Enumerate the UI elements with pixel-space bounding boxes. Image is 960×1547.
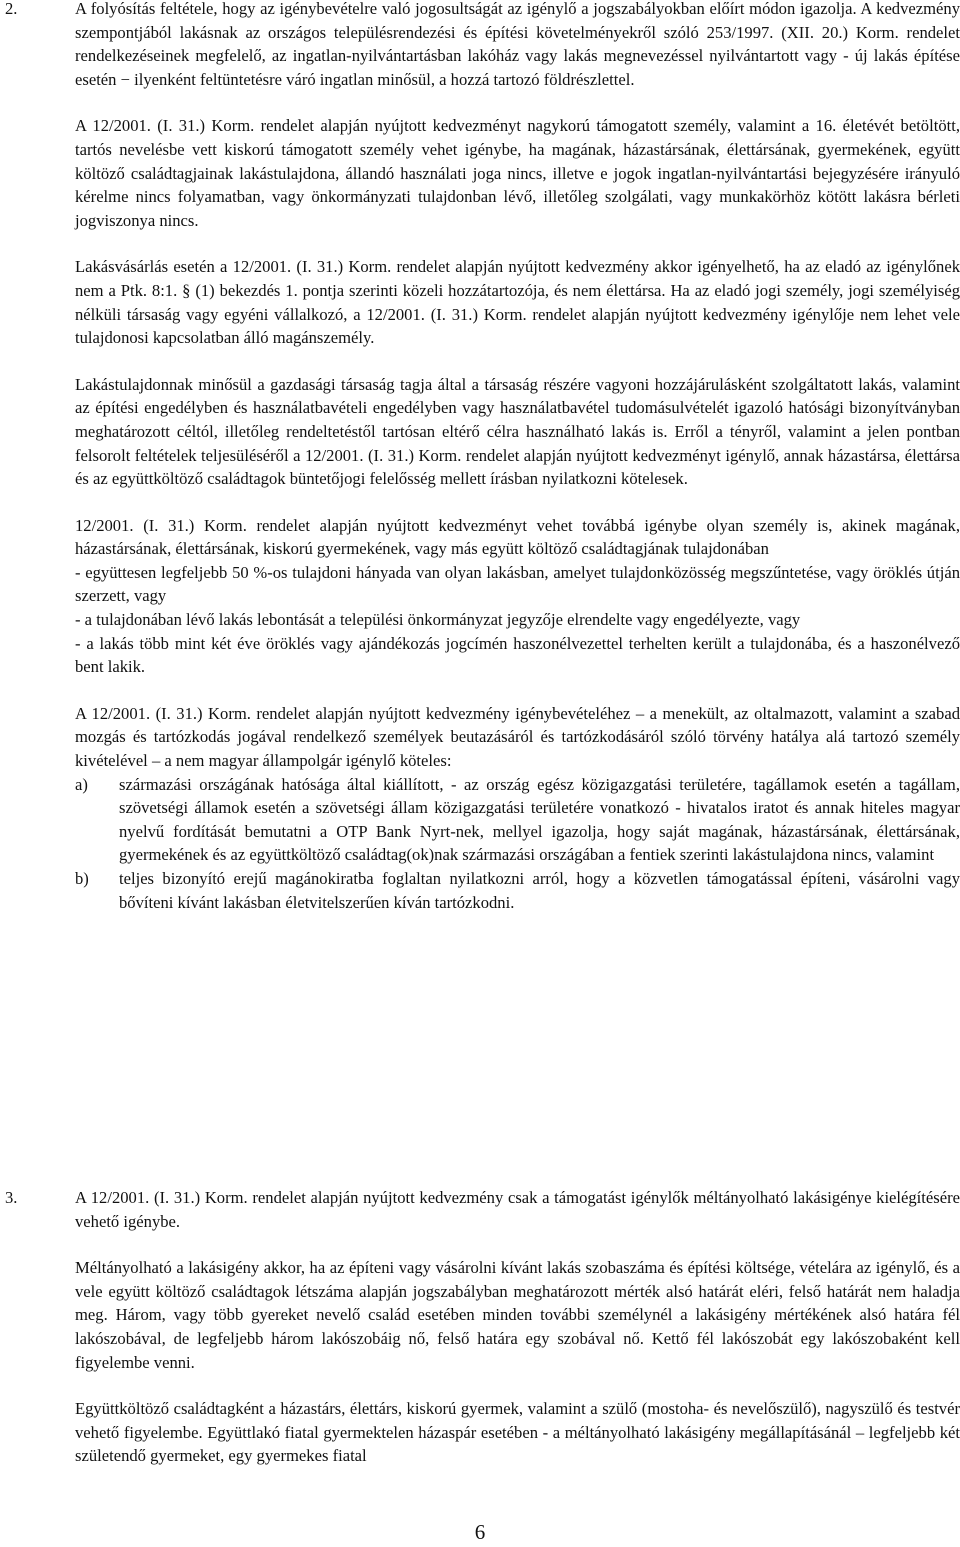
page-number: 6: [474, 1520, 486, 1544]
numbered-item-3: [0, 1186, 960, 1491]
dash-list-item: - a lakás több mint két éve öröklés vagy ajándékozás jogcímén haszonélvezettel terhelten került a tulajdonába, és a haszonélvező bent lakik.: [75, 633, 960, 677]
dash-list-item: - a tulajdonában lévő lakás lebontását a települési önkormányzat jegyzője elrendelte vagy engedélyezte, vagy: [75, 610, 801, 630]
paragraph-line: A 12/2001. (I. 31.) Korm. rendelet alapján nyújtott kedvezmény igénybevételéhez – a menekült, az oltalmazott, valamint a szabad mozgás és tartózkodás jogával rendelkező személyek beutazásáról és tartózkodásáról szóló törvény hatálya alá tartozó személy kivételével – a nem magyar állampolgár igénylő köteles:: [75, 703, 960, 771]
list-label: b): [75, 869, 89, 888]
list-text: teljes bizonyító erejű magánokiratba foglaltan nyilatkozni arról, hogy a közvetlen támogatással építeni, vásárolni vagy bővíteni kívánt lakásban életvitelszerűen kíván tartózkodni.: [119, 869, 960, 912]
paragraph: Lakástulajdonnak minősül a gazdasági társaság tagja által a társaság részére vagyoni hozzájárulásként szolgáltatott lakás, valamint az építési engedélyben és használatbavételi engedélyben vagy használatbavétel tudomásulvételét igazoló hatósági bizonyítványban meghatározott céltól, illetőleg rendeltetéstől tartósan eltérő célra használható lakás is. Erről a tényről, valamint a jelen pontban felsorolt feltételek teljesüléséről a 12/2001. (I. 31.) Korm. rendelet alapján nyújtott kedvezményt igénylő, annak házastársa, élettársa és az együttköltöző családtagok büntetőjogi felelősség mellett írásban nyilatkozni kötelesek.: [75, 374, 960, 489]
dash-list-item: - együttesen legfeljebb 50 %-os tulajdoni hányada van olyan lakásban, amelyet tulajdonközösség megszűntetése, vagy öröklés útján szerzett, vagy: [75, 562, 960, 606]
list-text: származási országának hatósága által kiállított, - az ország egész közigazgatási területére, tagállamok esetén a tagállam, szövetségi államok esetén a szövetségi állam közigazgatási területére vonatkozó - hivatalos iratot és annak hiteles magyar nyelvű fordítását bemutatni a OTP Bank Nyrt-nek, mellyel igazolja, hogy saját magának, házastársának, élettársának, gyermekének és az együttköltöző családtag(ok)nak származási országában a fentiek szerinti lakástulajdona nincs, valamint: [119, 774, 960, 865]
paragraph: A folyósítás feltétele, hogy az igénybevételre való jogosultságát az igénylő a jogszabályokban előírt módon igazolja. A kedvezmény szempontjából lakásnak az országos településrendezési és építési követelményekről szóló 253/1997. (XII. 20.) Korm. rendelet rendelkezéseinek megfelelő, az ingatlan-nyilvántartásban lakóház vagy lakás megnevezéssel nyilvántartott vagy - új lakás építése esetén − ilyenként feltüntetésre váró ingatlan minősül, a hozzá tartozó földrészlettel.: [75, 0, 960, 89]
list-label: a): [75, 774, 88, 794]
paragraph: Méltányolható a lakásigény akkor, ha az építeni vagy vásárolni kívánt lakás szobaszáma és építési költsége, vételára az igénylő, és a vele együtt költöző családtagok létszáma alapján jogszabályban meghatározott mérték alsó határát eléri, felső határát nem haladja meg. Három, vagy több gyereket nevelő család esetében minden további személynél a lakásigény mértékének alsó határa fél lakószobával, de legfeljebb három lakószobáig nő, felső határa egy szobával nő. Kettő fél lakószobát egy lakószobaként kell figyelembe venni.: [75, 1258, 960, 1372]
paragraph: Lakásvásárlás esetén a 12/2001. (I. 31.) Korm. rendelet alapján nyújtott kedvezmény akkor igényelhető, ha az eladó az igénylőnek nem a Ptk. 8:1. § (1) bekezdés 1. pontja szerinti közeli hozzátartozója, és nem élettársa. Ha az eladó jogi személy, jogi személyiség nélküli társaság vagy egyéni vállalkozó, a 12/2001. (I. 31.) Korm. rendelet alapján nyújtott kedvezmény igénylője nem lehet vele tulajdonosi kapcsolatban álló magánszemély.: [75, 257, 960, 348]
item-number: 3.: [5, 1188, 18, 1207]
letter-list-item: [75, 867, 960, 914]
paragraph-with-dash-list: [75, 514, 960, 679]
paragraph: A 12/2001. (I. 31.) Korm. rendelet alapján nyújtott kedvezményt nagykorú támogatott személy, valamint a 16. életévét betöltött, tartós nevelésbe vett kiskorú támogatott személy vehet igénybe, ha magának, házastársának, élettársának, gyermekének, együtt költöző családtagjainak lakástulajdona, állandó használati joga nincs, illetve e jogok ingatlan-nyilvántartási bejegyzésére irányuló kérelme nincs folyamatban, vagy önkormányzati tulajdonban lévő, illetőleg szolgálati, vagy munkakörhöz kötött lakásra bérleti jogviszonya nincs.: [75, 116, 960, 230]
paragraph: Együttköltöző családtagként a házastárs, élettárs, kiskorú gyermek, valamint a szülő (mostoha- és nevelőszülő), nagyszülő és testvér vehető figyelembe. Együttlakó fiatal gyermektelen házaspár esetében - a méltányolható lakásigény megállapításánál – legfeljebb két születendő gyermeket, egy gyermekes fiatal: [75, 1399, 960, 1466]
letter-list-item: [75, 773, 960, 867]
paragraph-with-letter-list: [75, 702, 960, 914]
paragraph: A 12/2001. (I. 31.) Korm. rendelet alapján nyújtott kedvezmény csak a támogatást igénylők méltányolható lakásigénye kielégítésére vehető igénybe.: [75, 1188, 960, 1231]
item-number: 2.: [5, 0, 18, 18]
paragraph-line: 12/2001. (I. 31.) Korm. rendelet alapján nyújtott kedvezményt vehet továbbá igénybe olyan személy is, akinek magának, házastársának, élettársának, kiskorú gyermekének, vagy más együtt költöző családtagjának tulajdonában: [75, 515, 960, 559]
